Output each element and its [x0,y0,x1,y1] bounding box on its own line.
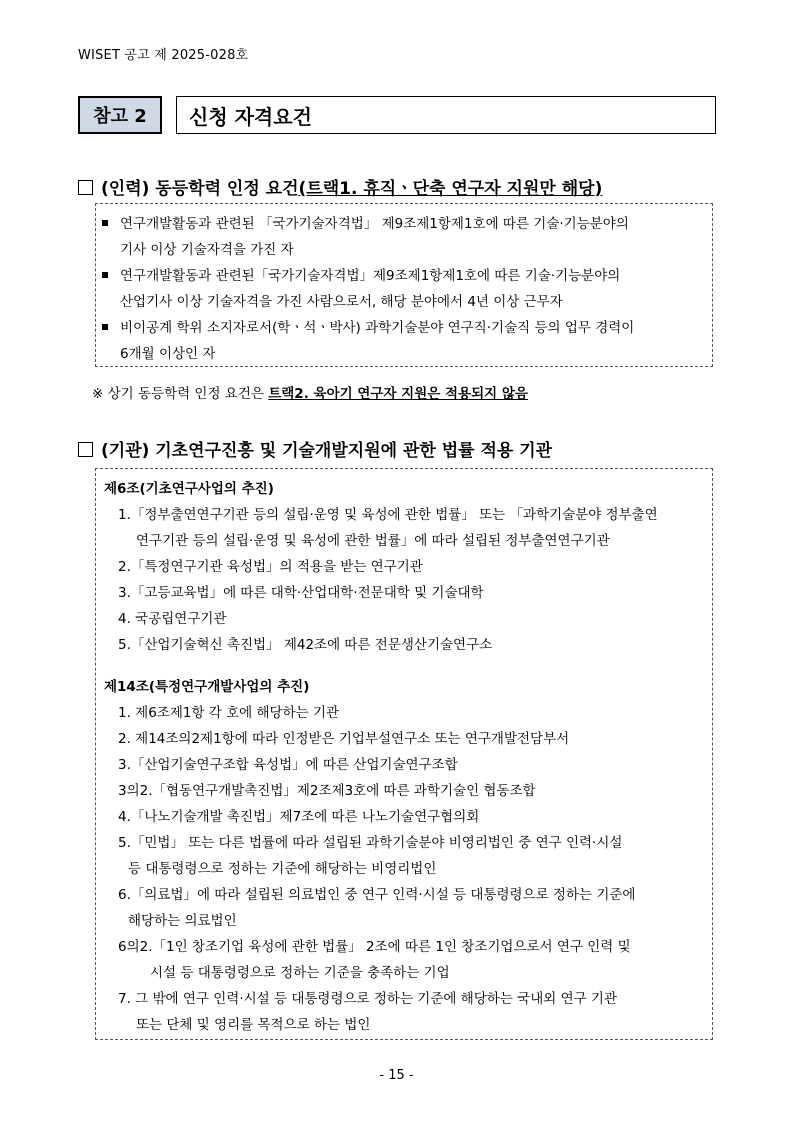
article14-line: 등 대통령령으로 정하는 기준에 해당하는 비영리법인 [128,861,437,877]
list-item [102,264,620,284]
article14-line: 1. 제6조제1항 각 호에 해당하는 기관 [118,705,340,721]
list-item-continuation: 6개월 이상인 자 [120,346,216,362]
bullet-icon [102,324,108,330]
section1-box [95,203,713,367]
bullet-icon [102,272,108,278]
article6-title: 제6조(기초연구사업의 추진) [104,481,274,497]
section2-heading-text: (기관) 기초연구진흥 및 기술개발지원에 관한 법률 적용 기관 [101,441,553,461]
article14-line: 5.「민법」 또는 다른 법률에 따라 설립된 과학기술분야 비영리법인 중 연구 인력·시설 [118,835,623,851]
page-title: 신청 자격요건 [176,96,716,134]
article14-line: 3의2.「협동연구개발촉진법」제2조제3호에 따른 과학기술인 협동조합 [118,783,536,799]
article14-line: 시설 등 대통령령으로 정하는 기준을 충족하는 기업 [150,965,450,981]
article14-title: 제14조(특정연구개발사업의 추진) [104,679,310,695]
page-number: - 15 - [379,1068,414,1083]
checkbox-icon [78,180,93,195]
article14-line: 해당하는 의료법인 [128,913,237,929]
article6-line: 1.「정부출연연구기관 등의 설립·운영 및 육성에 관한 법률」 또는 「과학기술분야 정부출연 [118,507,658,523]
article14-line: 6의2.「1인 창조기업 육성에 관한 법률」 2조에 따른 1인 창조기업으로서 연구 인력 및 [118,939,631,955]
appendix-badge: 참고 2 [78,96,162,134]
document-number: WISET 공고 제 2025-028호 [78,48,249,63]
list-item-text: 비이공계 학위 소지자로서(학ㆍ석ㆍ박사) 과학기술분야 연구직·기술직 등의 업무 경력이 [120,320,635,336]
article14-line: 2. 제14조의2제1항에 따라 인정받은 기업부설연구소 또는 연구개발전담부서 [118,731,570,747]
article14-line: 7. 그 밖에 연구 인력·시설 등 대통령령으로 정하는 기준에 해당하는 국내외 연구 기관 [118,991,618,1007]
section1-heading [78,174,602,199]
list-item-text: 연구개발활동과 관련된「국가기술자격법」제9조제1항제1호에 따른 기술·기능분야의 [120,268,621,284]
article6-line: 연구기관 등의 설립·운영 및 육성에 관한 법률」에 따라 설립된 정부출연연구기관 [136,533,610,549]
section2-heading [78,436,552,461]
section1-heading-prefix: (인력) 동등학력 인정 요건 [101,179,299,199]
list-item [102,212,629,232]
checkbox-icon [78,442,93,457]
section2-box [95,468,713,1040]
article14-line: 4.「나노기술개발 촉진법」제7조에 따른 나노기술연구협의회 [118,809,480,825]
article6-line: 3.「고등교육법」에 따른 대학·산업대학·전문대학 및 기술대학 [118,585,484,601]
list-item-continuation: 기사 이상 기술자격을 가진 자 [120,242,294,258]
note-emphasis: 트랙2. 육아기 연구자 지원은 적용되지 않음 [268,386,528,402]
list-item-continuation: 산업기사 이상 기술자격을 가진 사람으로서, 해당 분야에서 4년 이상 근무자 [120,294,563,310]
article6-line: 2.「특정연구기관 육성법」의 적용을 받는 연구기관 [118,559,423,575]
article6-line: 4. 국공립연구기관 [118,611,227,627]
bullet-icon [102,220,108,226]
note-prefix: ※ 상기 동등학력 인정 요건은 [92,386,269,402]
article14-line: 6.「의료법」에 따라 설립된 의료법인 중 연구 인력·시설 등 대통령령으로 정하는 기준에 [118,887,636,903]
article6-line: 5.「산업기술혁신 촉진법」 제42조에 따른 전문생산기술연구소 [118,637,493,653]
title-row [78,96,716,134]
list-item-text: 연구개발활동과 관련된 「국가기술자격법」 제9조제1항제1호에 따른 기술·기능분야의 [120,216,629,232]
section1-heading-underlined: (트랙1. 휴직ㆍ단축 연구자 지원만 해당) [298,179,603,199]
article14-line: 또는 단체 및 영리를 목적으로 하는 법인 [136,1017,371,1033]
list-item [102,316,634,336]
article14-line: 3.「산업기술연구조합 육성법」에 따른 산업기술연구조합 [118,757,458,773]
section1-note [92,382,528,402]
